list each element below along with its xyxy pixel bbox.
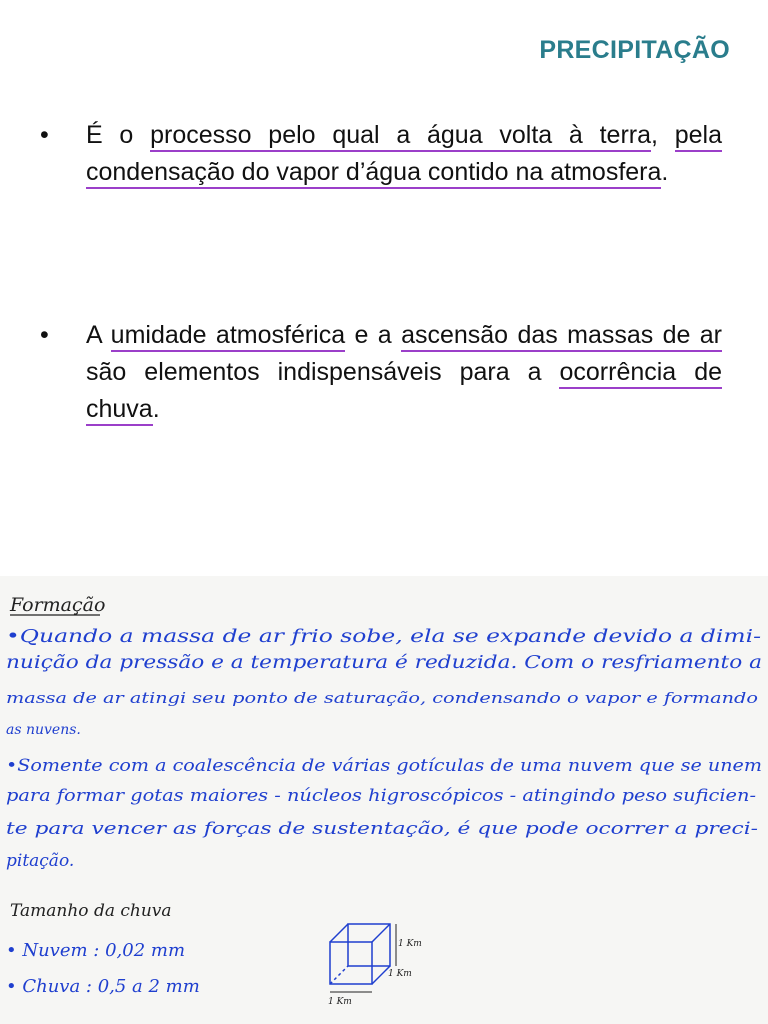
bullet-item-1 (40, 117, 722, 191)
notes-line: pitação. (6, 851, 75, 871)
text-run: , (651, 121, 675, 149)
notes-heading: Formação (10, 594, 106, 616)
notes-line: massa de ar atingi seu ponto de saturação, condensando o vapor e formando (6, 689, 758, 707)
size-item-rain: • Chuva : 0,5 a 2 mm (6, 976, 200, 997)
notes-line: •Quando a massa de ar frio sobe, ela se expande devido a dimi- (6, 627, 762, 647)
text-run: A (86, 321, 111, 349)
bullet-marker: • (40, 121, 49, 149)
notes-line: as nuvens. (6, 722, 81, 738)
notes-line: •Somente com a coalescência de várias gotículas de uma nuvem que se unem (6, 756, 762, 776)
handwritten-notes-panel (0, 576, 768, 1024)
notes-line: para formar gotas maiores - núcleos higroscópicos - atingindo peso suficien- (6, 786, 757, 806)
bullet-text (86, 117, 722, 191)
cube-edge (372, 924, 390, 942)
cube-depth-label: 1 Km (388, 969, 412, 979)
page-title: PRECIPITAÇÃO (539, 36, 730, 64)
size-item-cloud: • Nuvem : 0,02 mm (6, 940, 186, 961)
text-run: são elementos indispensáveis para a (86, 358, 560, 386)
text-run: e a (345, 321, 402, 349)
underlined-text: pela condensação do vapor d’água contido na atmosfera (86, 121, 722, 189)
bullet-marker: • (40, 321, 49, 349)
text-run: É o (86, 121, 151, 149)
notes-line: te para vencer as forças de sustentação, é que pode ocorrer a preci- (6, 819, 759, 839)
cube-edge (330, 924, 348, 942)
bullet-item-2 (40, 317, 722, 428)
text-run: . (152, 395, 160, 423)
bullet-text (86, 317, 722, 428)
underlined-text: processo pelo qual a água volta à terra (150, 121, 651, 152)
handwritten-notes-canvas (0, 576, 768, 1024)
underlined-text: ocorrência de chuva (86, 358, 722, 426)
cube-height-label: 1 Km (398, 939, 422, 949)
underlined-text: ascensão das massas de ar (401, 321, 722, 352)
cube-sketch (330, 924, 396, 992)
size-heading: Tamanho da chuva (10, 901, 172, 921)
notes-line: nuição da pressão e a temperatura é reduzida. Com o resfriamento a (6, 653, 762, 673)
text-run: . (661, 158, 669, 186)
cube-width-label: 1 Km (328, 997, 352, 1007)
underlined-text: umidade atmosférica (111, 321, 345, 352)
cube-edge (330, 966, 348, 984)
